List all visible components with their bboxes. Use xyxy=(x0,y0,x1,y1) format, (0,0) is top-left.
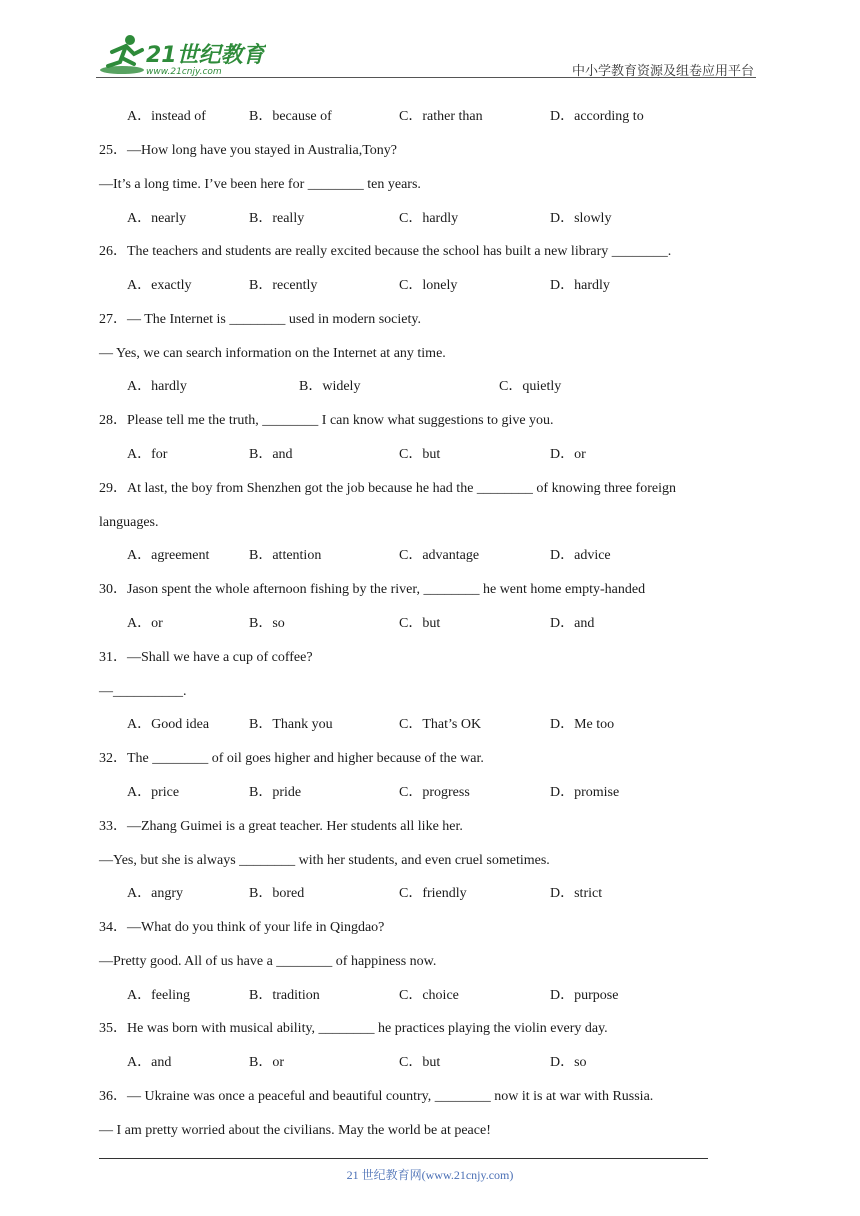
question-line: — Yes, we can search information on the Internet at any time. xyxy=(99,346,446,361)
answer-option: D．or xyxy=(550,447,586,462)
answer-option: C．choice xyxy=(399,988,459,1003)
answer-option: C．advantage xyxy=(399,548,480,563)
answer-option: A．and xyxy=(127,1055,172,1070)
answer-option: B．and xyxy=(249,447,293,462)
question-line: 29．At last, the boy from Shenzhen got the job because he had the ________ of knowing three foreign xyxy=(99,481,676,496)
question-line: — I am pretty worried about the civilians. May the world be at peace! xyxy=(99,1123,491,1138)
answer-option: D．Me too xyxy=(550,717,615,732)
question-line: —It’s a long time. I’ve been here for ________ ten years. xyxy=(99,177,421,192)
answer-option: A．agreement xyxy=(127,548,210,563)
answer-option: A．Good idea xyxy=(127,717,210,732)
answer-option: B．attention xyxy=(249,548,322,563)
logo-icon xyxy=(96,32,266,78)
answer-option: A．price xyxy=(127,785,180,800)
answer-option: B．because of xyxy=(249,109,332,124)
answer-option: D．according to xyxy=(550,109,644,124)
answer-option: B．so xyxy=(249,616,285,631)
question-line: 34．—What do you think of your life in Qingdao? xyxy=(99,920,385,935)
answer-option: A．feeling xyxy=(127,988,190,1003)
answer-option: C．progress xyxy=(399,785,470,800)
answer-option: B．or xyxy=(249,1055,284,1070)
answer-option: B．Thank you xyxy=(249,717,333,732)
question-line: 27．— The Internet is ________ used in modern society. xyxy=(99,312,421,327)
answer-option: C．but xyxy=(399,447,441,462)
answer-option: A．angry xyxy=(127,886,183,901)
answer-option: C．That’s OK xyxy=(399,717,482,732)
answer-option: B．widely xyxy=(299,379,361,394)
answer-option: D．promise xyxy=(550,785,620,800)
question-line: 35．He was born with musical ability, ________ he practices playing the violin every day. xyxy=(99,1021,608,1036)
answer-option: C．hardly xyxy=(399,211,459,226)
answer-option: C．rather than xyxy=(399,109,483,124)
answer-option: B．bored xyxy=(249,886,305,901)
answer-option: D．purpose xyxy=(550,988,619,1003)
answer-option: A．instead of xyxy=(127,109,206,124)
page-header xyxy=(96,30,756,78)
footer-divider xyxy=(99,1158,708,1159)
answer-option: A．for xyxy=(127,447,168,462)
answer-option: A．nearly xyxy=(127,211,187,226)
answer-option: B．pride xyxy=(249,785,302,800)
answer-option: B．recently xyxy=(249,278,318,293)
answer-option: D．so xyxy=(550,1055,587,1070)
question-line: 36．— Ukraine was once a peaceful and beautiful country, ________ now it is at war with Russia. xyxy=(99,1089,654,1104)
question-line: languages. xyxy=(99,515,159,530)
question-line: 31．—Shall we have a cup of coffee? xyxy=(99,650,313,665)
answer-option: C．lonely xyxy=(399,278,458,293)
question-line: 33．—Zhang Guimei is a great teacher. Her students all like her. xyxy=(99,819,463,834)
answer-option: C．quietly xyxy=(499,379,562,394)
question-line: —Pretty good. All of us have a ________ of happiness now. xyxy=(99,954,437,969)
answer-option: D．advice xyxy=(550,548,611,563)
answer-option: C．but xyxy=(399,616,441,631)
answer-option: D．strict xyxy=(550,886,603,901)
question-line: 30．Jason spent the whole afternoon fishing by the river, ________ he went home empty-handed xyxy=(99,582,646,597)
logo-url: www.21cnjy.com xyxy=(146,67,222,77)
question-line: 28．Please tell me the truth, ________ I can know what suggestions to give you. xyxy=(99,413,554,428)
answer-option: A．exactly xyxy=(127,278,192,293)
answer-option: D．hardly xyxy=(550,278,610,293)
answer-option: D．and xyxy=(550,616,595,631)
question-line: 25．—How long have you stayed in Australia,Tony? xyxy=(99,143,398,158)
question-line: 32．The ________ of oil goes higher and higher because of the war. xyxy=(99,751,484,766)
answer-option: B．really xyxy=(249,211,305,226)
answer-option: D．slowly xyxy=(550,211,612,226)
logo-text: 21世纪教育 xyxy=(146,43,265,68)
header-platform-text: 中小学教育资源及组卷应用平台 xyxy=(571,64,754,79)
header-divider xyxy=(96,77,756,78)
answer-option: C．but xyxy=(399,1055,441,1070)
answer-option: A．or xyxy=(127,616,163,631)
footer-text: 21 世纪教育网(www.21cnjy.com) xyxy=(346,1168,514,1182)
answer-option: B．tradition xyxy=(249,988,320,1003)
answer-option: A．hardly xyxy=(127,379,187,394)
question-line: —Yes, but she is always ________ with her students, and even cruel sometimes. xyxy=(99,853,550,868)
answer-option: C．friendly xyxy=(399,886,467,901)
question-line: —__________. xyxy=(99,684,187,699)
question-line: 26．The teachers and students are really excited because the school has built a new library ________. xyxy=(99,244,672,259)
